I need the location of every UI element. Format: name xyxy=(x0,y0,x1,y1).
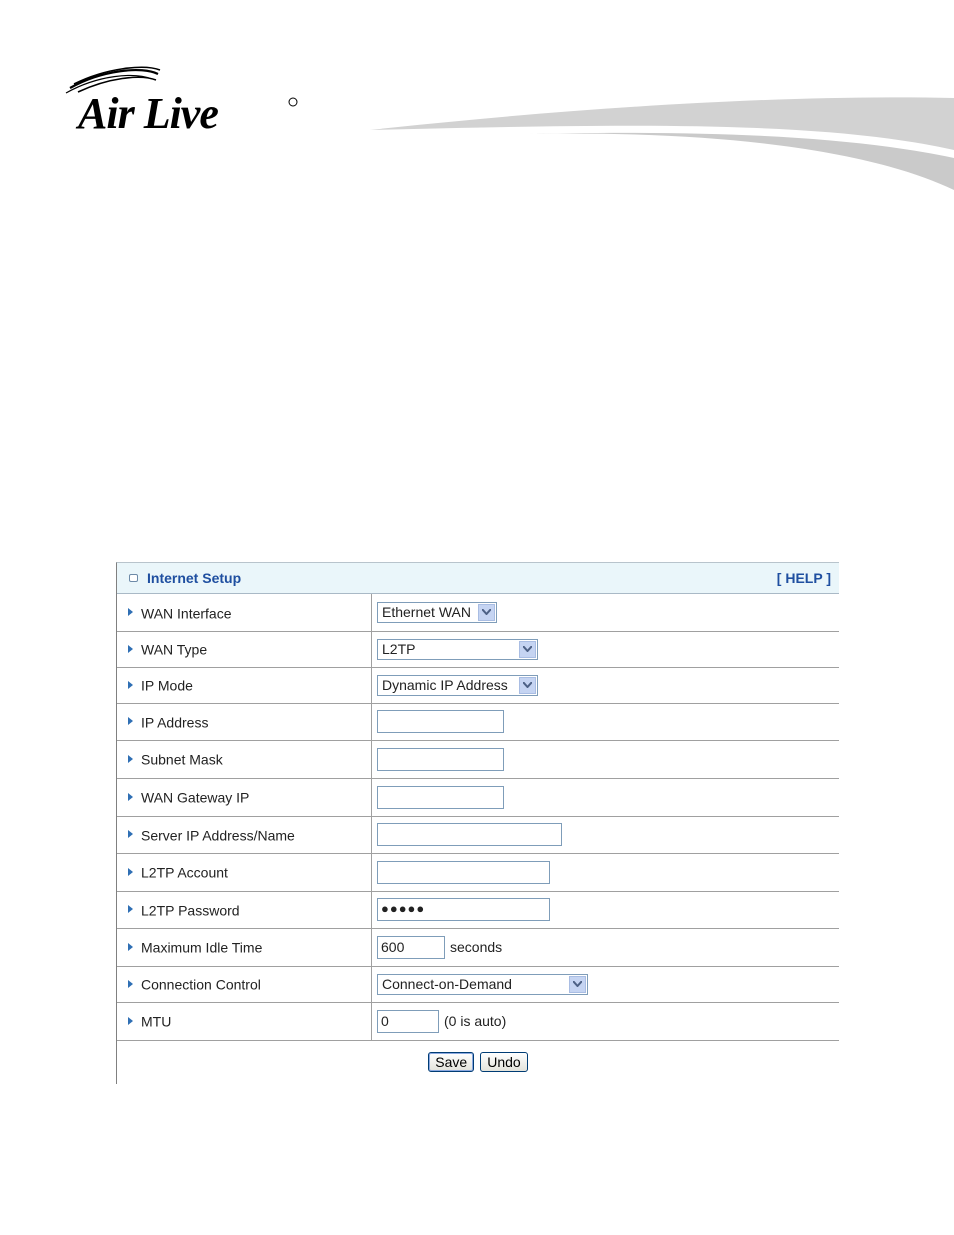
select-value: L2TP xyxy=(382,641,416,657)
panel-title xyxy=(117,570,241,586)
undo-button[interactable]: Undo xyxy=(480,1052,527,1072)
arrow-right-icon xyxy=(128,645,133,653)
row-wan-type xyxy=(117,631,839,667)
help-link[interactable]: [ HELP ] xyxy=(776,570,831,586)
settings-table xyxy=(117,594,839,1041)
square-bullet-icon xyxy=(129,574,138,582)
row-label: WAN Type xyxy=(141,641,208,658)
row-label: L2TP Account xyxy=(141,864,228,881)
subnet-mask-input[interactable] xyxy=(377,748,504,771)
arrow-right-icon xyxy=(128,755,133,763)
server-ip-input[interactable] xyxy=(377,823,562,846)
idle-time-unit: seconds xyxy=(450,939,503,955)
row-label: Connection Control xyxy=(141,976,261,993)
arrow-right-icon xyxy=(128,793,133,801)
button-row xyxy=(117,1041,839,1083)
internet-setup-panel xyxy=(116,562,839,1084)
l2tp-password-input[interactable]: ●●●●● xyxy=(377,898,550,921)
row-l2tp-password xyxy=(117,891,839,928)
row-label: L2TP Password xyxy=(141,902,240,919)
mtu-input[interactable]: 0 xyxy=(377,1010,439,1033)
chevron-down-icon[interactable] xyxy=(569,976,586,993)
row-ip-address xyxy=(117,703,839,740)
l2tp-account-input[interactable] xyxy=(377,861,550,884)
arrow-right-icon xyxy=(128,608,133,616)
panel-title-text: Internet Setup xyxy=(147,570,242,586)
row-wan-gateway-ip xyxy=(117,778,839,816)
row-l2tp-account xyxy=(117,853,839,891)
row-label: IP Mode xyxy=(141,677,193,694)
select-value: Connect-on-Demand xyxy=(382,976,512,992)
row-ip-mode xyxy=(117,667,839,703)
arrow-right-icon xyxy=(128,980,133,988)
svg-text:Air Live: Air Live xyxy=(78,89,218,136)
ip-mode-select[interactable] xyxy=(377,675,538,696)
chevron-down-icon[interactable] xyxy=(519,641,536,658)
row-label: IP Address xyxy=(141,714,209,731)
arrow-right-icon xyxy=(128,717,133,725)
row-label: WAN Gateway IP xyxy=(141,789,250,806)
arrow-right-icon xyxy=(128,905,133,913)
ip-address-input[interactable] xyxy=(377,710,504,733)
select-value: Dynamic IP Address xyxy=(382,677,508,693)
connection-control-select[interactable] xyxy=(377,974,588,995)
wan-type-select[interactable] xyxy=(377,639,538,660)
wan-gateway-ip-input[interactable] xyxy=(377,786,504,809)
row-max-idle-time xyxy=(117,928,839,966)
arrow-right-icon xyxy=(128,868,133,876)
row-wan-interface xyxy=(117,594,839,631)
arrow-right-icon xyxy=(128,1017,133,1025)
row-server-ip xyxy=(117,816,839,853)
max-idle-time-input[interactable]: 600 xyxy=(377,936,445,959)
chevron-down-icon[interactable] xyxy=(478,604,495,621)
arrow-right-icon xyxy=(128,830,133,838)
row-mtu xyxy=(117,1002,839,1040)
mtu-hint: (0 is auto) xyxy=(444,1013,507,1029)
row-subnet-mask xyxy=(117,740,839,778)
save-button[interactable]: Save xyxy=(428,1052,474,1072)
arrow-right-icon xyxy=(128,681,133,689)
select-value: Ethernet WAN xyxy=(382,604,471,621)
row-connection-control xyxy=(117,966,839,1002)
arrow-right-icon xyxy=(128,943,133,951)
panel-header xyxy=(117,563,839,594)
row-label: Server IP Address/Name xyxy=(141,827,295,844)
row-label: MTU xyxy=(141,1013,172,1030)
airlive-logo xyxy=(62,66,302,136)
wan-interface-select[interactable] xyxy=(377,602,497,623)
header-swoosh xyxy=(370,90,954,200)
row-label: Maximum Idle Time xyxy=(141,939,263,956)
row-label: Subnet Mask xyxy=(141,751,223,768)
chevron-down-icon[interactable] xyxy=(519,677,536,694)
row-label: WAN Interface xyxy=(141,604,232,621)
